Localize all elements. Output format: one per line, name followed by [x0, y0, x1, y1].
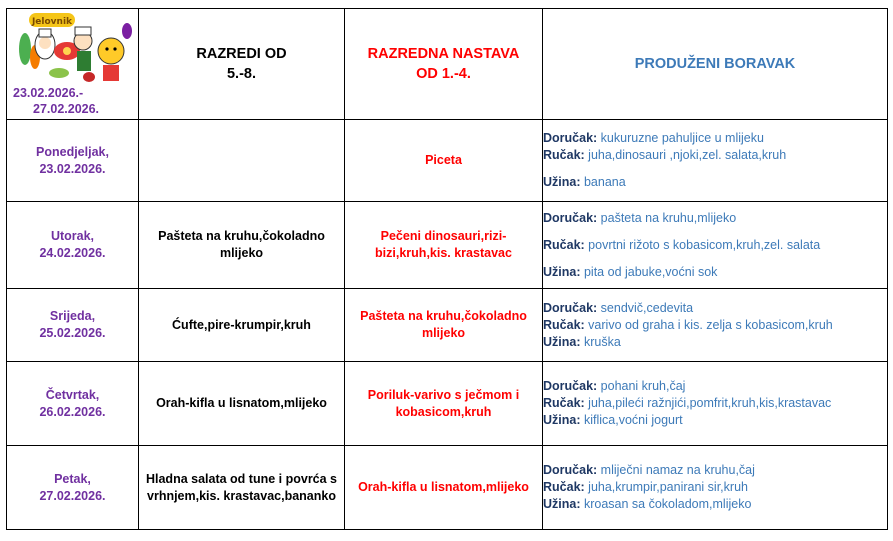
junior-meal: Orah-kifla u lisnatom,mlijeko	[345, 446, 543, 530]
header-junior-grades: RAZREDNA NASTAVA OD 1.-4.	[345, 9, 543, 120]
logo-cell	[7, 9, 139, 120]
senior-meal: Orah-kifla u lisnatom,mlijeko	[139, 362, 345, 446]
table-row	[7, 289, 888, 362]
table-row	[7, 362, 888, 446]
day-cell: Petak, 27.02.2026.	[7, 446, 139, 530]
senior-meal: Ćufte,pire-krumpir,kruh	[139, 289, 345, 362]
logo-text: Jelovnik	[31, 17, 73, 27]
after-school-menu: Doručak: pohani kruh,čaj Ručak: juha,pileći ražnjići,pomfrit,kruh,kis,krastavac Užina: kiflica,voćni jogurt	[543, 362, 888, 446]
menu-table	[6, 8, 888, 530]
junior-meal: Pečeni dinosauri,rizi-bizi,kruh,kis. krastavac	[345, 202, 543, 289]
header-senior-grades: RAZREDI OD 5.-8.	[139, 9, 345, 120]
after-school-menu: Doručak: kukuruzne pahuljice u mlijeku Ručak: juha,dinosauri ,njoki,zel. salata,kruh Užina: banana	[543, 120, 888, 202]
day-cell: Četvrtak, 26.02.2026.	[7, 362, 139, 446]
junior-meal: Pašteta na kruhu,čokoladno mlijeko	[345, 289, 543, 362]
senior-meal: Hladna salata od tune i povrća s vrhnjem,kis. krastavac,bananko	[139, 446, 345, 530]
header-after-school: PRODUŽENI BORAVAK	[543, 9, 888, 120]
day-cell: Utorak, 24.02.2026.	[7, 202, 139, 289]
junior-meal: Poriluk-varivo s ječmom i kobasicom,kruh	[345, 362, 543, 446]
table-row	[7, 446, 888, 530]
jelovnik-cartoon-chef-icon	[15, 11, 135, 85]
table-row	[7, 120, 888, 202]
day-cell: Ponedjeljak, 23.02.2026.	[7, 120, 139, 202]
day-cell: Srijeda, 25.02.2026.	[7, 289, 139, 362]
header-row	[7, 9, 888, 120]
table-row	[7, 202, 888, 289]
after-school-menu: Doručak: sendvič,cedevita Ručak: varivo od graha i kis. zelja s kobasicom,kruh Užina: kruška	[543, 289, 888, 362]
after-school-menu: Doručak: pašteta na kruhu,mlijeko Ručak: povrtni rižoto s kobasicom,kruh,zel. salata Užina: pita od jabuke,voćni sok	[543, 202, 888, 289]
after-school-menu: Doručak: mliječni namaz na kruhu,čaj Ručak: juha,krumpir,panirani sir,kruh Užina: kroasan sa čokoladom,mlijeko	[543, 446, 888, 530]
senior-meal	[139, 120, 345, 202]
week-range: 23.02.2026.- 27.02.2026.	[13, 86, 100, 116]
junior-meal: Piceta	[345, 120, 543, 202]
senior-meal: Pašteta na kruhu,čokoladno mlijeko	[139, 202, 345, 289]
